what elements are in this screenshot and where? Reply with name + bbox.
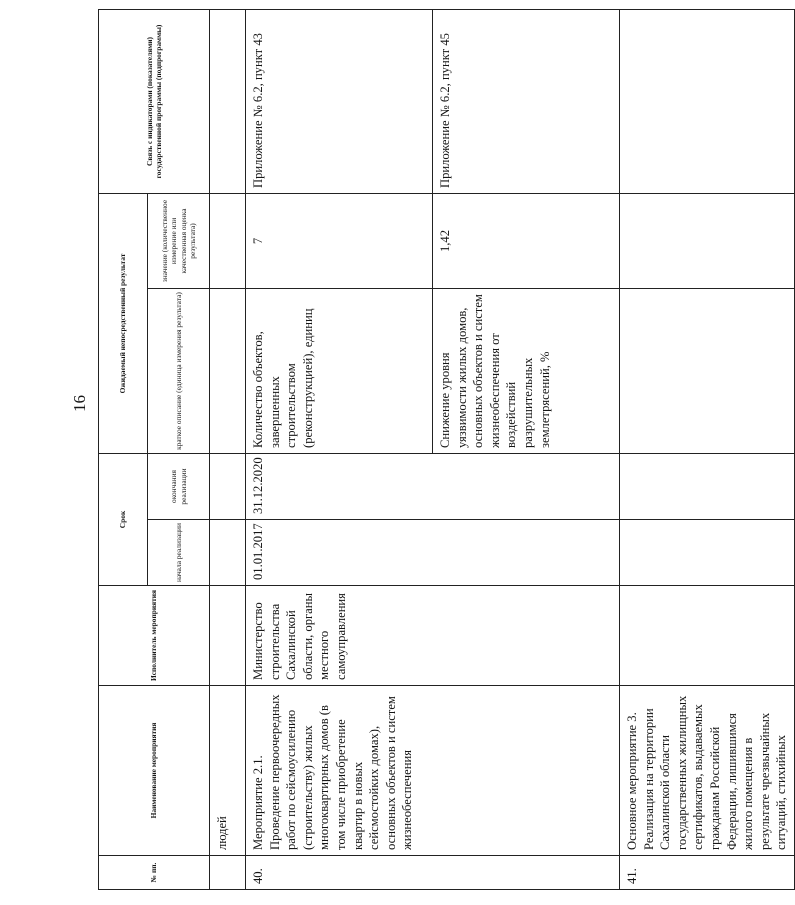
- start-date: [620, 520, 795, 586]
- header-term-start: начала реализации: [148, 520, 210, 586]
- header-term-end: окончания реализации: [148, 454, 210, 520]
- document-table-rotated: [98, 10, 789, 890]
- header-result-desc: краткое описание (единица измерения результата): [148, 289, 210, 454]
- result-value: [620, 194, 795, 289]
- row-number: 41.: [620, 856, 795, 890]
- executor: [620, 586, 795, 686]
- continuation-row: [210, 10, 246, 890]
- executor: Министерство строительства Сахалинской области, органы местного самоуправления: [246, 586, 620, 686]
- continuation-text: людей: [210, 686, 246, 856]
- header-result: Ожидаемый непосредственный результат: [99, 194, 148, 454]
- header-term: Срок: [99, 454, 148, 586]
- measure-name: Основное мероприятие 3. Реализация на территории Сахалинской области государственных жилищных сертификатов, выдаваемых гражданам Российской Федерации, лишившимся жилого помещения в результате чрезвычайных ситуаций, стихийных: [620, 686, 795, 856]
- indicator-link: Приложение № 6.2, пункт 45: [433, 10, 620, 194]
- row-number: 40.: [246, 856, 620, 890]
- result-description: Снижение уровня уязвимости жилых домов, основных объектов и систем жизнеобеспечения от воздействий разрушительных землетрясений, %: [433, 289, 620, 454]
- start-date: 01.01.2017: [246, 520, 620, 586]
- result-description: [620, 289, 795, 454]
- measure-name: Мероприятие 2.1. Проведение первоочередных работ по сейсмоусилению (строительству) жилых многоквартирных домов (в том числе приобретение квартир в новых сейсмостойких домах), основных объектов и систем жизнеобеспечения: [246, 686, 620, 856]
- header-executor: Исполнитель мероприятия: [99, 586, 210, 686]
- header-result-value: значение (количественное измерение или качественная оценка результата): [148, 194, 210, 289]
- end-date: 31.12.2020: [246, 454, 620, 520]
- indicator-link: Приложение № 6.2, пункт 43: [246, 10, 433, 194]
- header-link: Связь с индикаторами (показателями) государственной программы (подпрограммы): [99, 10, 210, 194]
- end-date: [620, 454, 795, 520]
- table-row: [246, 10, 433, 890]
- header-num: № пп.: [99, 856, 210, 890]
- result-value: 7: [246, 194, 433, 289]
- page-number: 16: [70, 395, 89, 412]
- table-row: [620, 10, 795, 890]
- header-name: Наименование мероприятия: [99, 686, 210, 856]
- measures-table: [98, 9, 795, 890]
- indicator-link: [620, 10, 795, 194]
- result-description: Количество объектов, завершенных строительством (реконструкцией), единиц: [246, 289, 433, 454]
- result-value: 1,42: [433, 194, 620, 289]
